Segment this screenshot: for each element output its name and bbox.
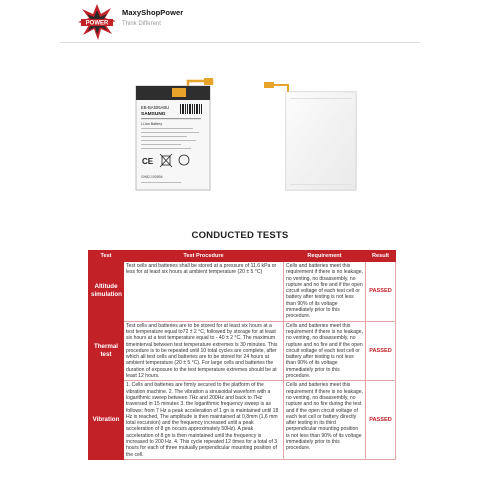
recycle-bin-icon — [160, 154, 172, 167]
column-header-test: Test — [89, 251, 124, 262]
battery-back-image — [262, 76, 358, 191]
brand-tagline: Think Different — [122, 21, 161, 27]
table-row — [89, 321, 396, 381]
test-name-cell: Altitude simulation — [89, 262, 124, 322]
requirement-cell: Cells and batteries meet this requirement if there is no leakage, no venting, no disassembly, no rupture and no fire and if the open circuit voltage of each test cell or battery after testing is not less than 90% of its voltage immediately prior to this procedure. — [284, 321, 366, 381]
connector-icon — [204, 78, 213, 85]
procedure-cell: Test cells and batteries are to be stored for at least six hours at a test temperature equal to72 ± 2 °C, followed by storage for at least six hours at a test temperature equal to - 40 ± 2 °C. The maximum timeinterval between test temperature extremes is 30 minutes. This procedure is to be repeated until 10 total cycles are complete, after which all test cells and batteries are to be stored for 24 hours at ambient temperature (20 ± 5 °C). For large cells and batteries the duration of exposure to the test temperature extremes should be at least 12 hours. — [124, 321, 284, 381]
battery-label-type: Li-ion Battery — [141, 122, 163, 126]
table-row — [89, 262, 396, 322]
conducted-tests-table — [88, 250, 396, 460]
battery-label-model: EB-BA505ABU — [141, 105, 170, 110]
table-row — [89, 381, 396, 460]
test-name-cell: Vibration — [89, 381, 124, 460]
procedure-cell: Test cells and batteries shall be stored at a pressure of 11.6 kPa or less for at least six hours at ambient temperature (20 ± 5 °C) — [124, 262, 284, 322]
battery-label-part: GH82-19269A — [141, 175, 163, 179]
battery-label-brand: SAMSUNG — [141, 112, 166, 117]
column-header-result: Result — [366, 251, 396, 262]
table-header-row — [89, 251, 396, 262]
requirement-cell: Cells and batteries meet this requirement if there is no leakage, no venting, no disassembly, no rupture and no fire and if the open circuit voltage of each test cell or battery after testing is not less than 90% of its voltage immediately prior to this procedure. — [284, 262, 366, 322]
brand-block — [122, 8, 183, 27]
column-header-requirement: Requirement — [284, 251, 366, 262]
logo-text: POWER — [85, 20, 109, 27]
result-cell: PASSED — [366, 381, 396, 460]
test-name-cell: Thermal test — [89, 321, 124, 381]
result-cell: PASSED — [366, 262, 396, 322]
procedure-cell: 1. Cells and batteries are firmly secured to the platform of the vibration machine. 2. The vibration a sinusoidal waveform with a logarithmic sweep between 7Hz and 200Hz and back to 7Hz traversed in 15 minutes 3. the logarithmic frequency sweep is as follows: from 7 Hz a peak acceleration of 1 gn is maintained until 18 Hz is reached, The amplitude is then maintained at 0,8mm (1,6 mm total excursion) and the frequency increased until a peak acceleration of 8 gn occurs approximately 50Hz). A peak acceleration of 8 gn is then maintained until the frequency is increased to 200 Hz. 4. This cycle repeated 12 times for a total of 3 hours for each of three mutually perpendicular mounting position of the cell. — [124, 381, 284, 460]
ce-mark-icon: CE — [142, 157, 154, 166]
brand-name: MaxyShopPower — [122, 8, 184, 17]
battery-front-image — [134, 78, 214, 191]
requirement-cell: Cells and batteries meet this requirement if there is no leakage, no venting, no disassembly, no rupture and no fire during the test and if the open circuit voltage of each test cell or battery directly after testing in its third perpendicular mounting position is not less than 90% of its voltage immediately prior to this procedure. — [284, 381, 366, 460]
result-cell: PASSED — [366, 321, 396, 381]
header-divider — [60, 42, 420, 43]
brand-logo — [78, 4, 116, 40]
section-title: CONDUCTED TESTS — [191, 230, 289, 241]
column-header-procedure: Test Procedure — [124, 251, 284, 262]
